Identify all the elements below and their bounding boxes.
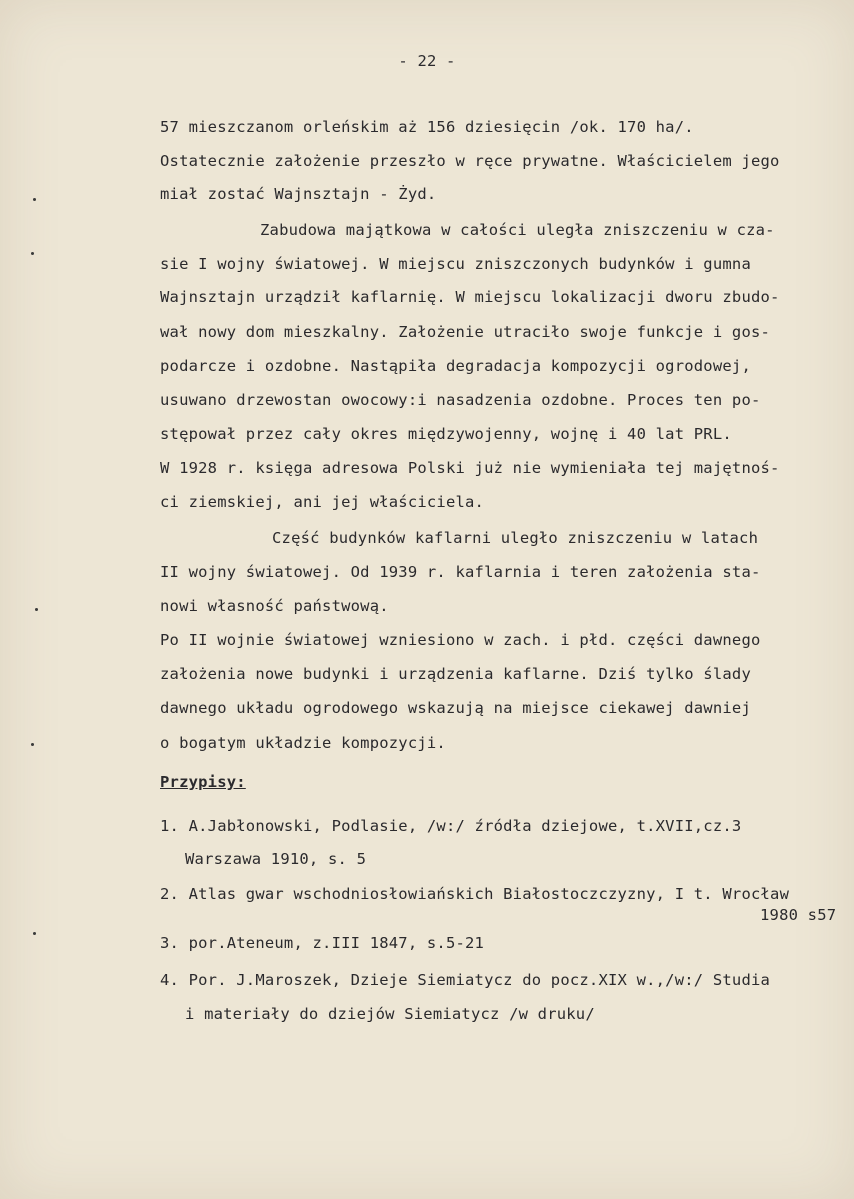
footnote-line: 1980 s57 [760, 906, 837, 924]
footnote-line: 1. A.Jabłonowski, Podlasie, /w:/ źródła dziejowe, t.XVII,cz.3 [160, 817, 742, 835]
margin-speck [35, 608, 38, 611]
body-line: założenia nowe budynki i urządzenia kaflarne. Dziś tylko ślady [160, 665, 751, 683]
footnote-line: 2. Atlas gwar wschodniosłowiańskich Białostoczczyzny, I t. Wrocław [160, 885, 790, 903]
body-line: usuwano drzewostan owocowy:i nasadzenia ozdobne. Proces ten po- [160, 391, 761, 409]
footnote-line: 4. Por. J.Maroszek, Dzieje Siemiatycz do pocz.XIX w.,/w:/ Studia [160, 971, 771, 989]
body-line: 57 mieszczanom orleńskim aż 156 dziesięcin /ok. 170 ha/. [160, 118, 694, 136]
margin-speck [33, 198, 36, 201]
footnote-line: Warszawa 1910, s. 5 [185, 850, 367, 868]
body-line: stępował przez cały okres międzywojenny, wojnę i 40 lat PRL. [160, 425, 732, 443]
body-line: W 1928 r. księga adresowa Polski już nie wymieniała tej majętnoś- [160, 459, 780, 477]
body-line: podarcze i ozdobne. Nastąpiła degradacja kompozycji ogrodowej, [160, 357, 751, 375]
body-line: sie I wojny światowej. W miejscu zniszczonych budynków i gumna [160, 255, 751, 273]
body-line: Zabudowa majątkowa w całości uległa zniszczeniu w cza- [260, 221, 775, 239]
body-line: dawnego układu ogrodowego wskazują na miejsce ciekawej dawniej [160, 699, 751, 717]
body-line: Po II wojnie światowej wzniesiono w zach. i płd. części dawnego [160, 631, 761, 649]
page-number: - 22 - [398, 52, 456, 70]
body-line: Część budynków kaflarni uległo zniszczeniu w latach [272, 529, 759, 547]
margin-speck [31, 743, 34, 746]
body-line: Wajnsztajn urządził kaflarnię. W miejscu lokalizacji dworu zbudo- [160, 288, 780, 306]
footnotes-heading: Przypisy: [160, 773, 246, 791]
body-line: ci ziemskiej, ani jej właściciela. [160, 493, 485, 511]
body-line: II wojny światowej. Od 1939 r. kaflarnia i teren założenia sta- [160, 563, 761, 581]
margin-speck [31, 252, 34, 255]
body-line: miał zostać Wajnsztajn - Żyd. [160, 185, 437, 203]
body-line: nowi własność państwową. [160, 597, 389, 615]
body-line: o bogatym układzie kompozycji. [160, 734, 446, 752]
body-line: wał nowy dom mieszkalny. Założenie utraciło swoje funkcje i gos- [160, 323, 771, 341]
footnote-line: 3. por.Ateneum, z.III 1847, s.5-21 [160, 934, 485, 952]
footnote-line: i materiały do dziejów Siemiatycz /w druku/ [185, 1005, 595, 1023]
margin-speck [33, 932, 36, 935]
body-line: Ostatecznie założenie przeszło w ręce prywatne. Właścicielem jego [160, 152, 780, 170]
